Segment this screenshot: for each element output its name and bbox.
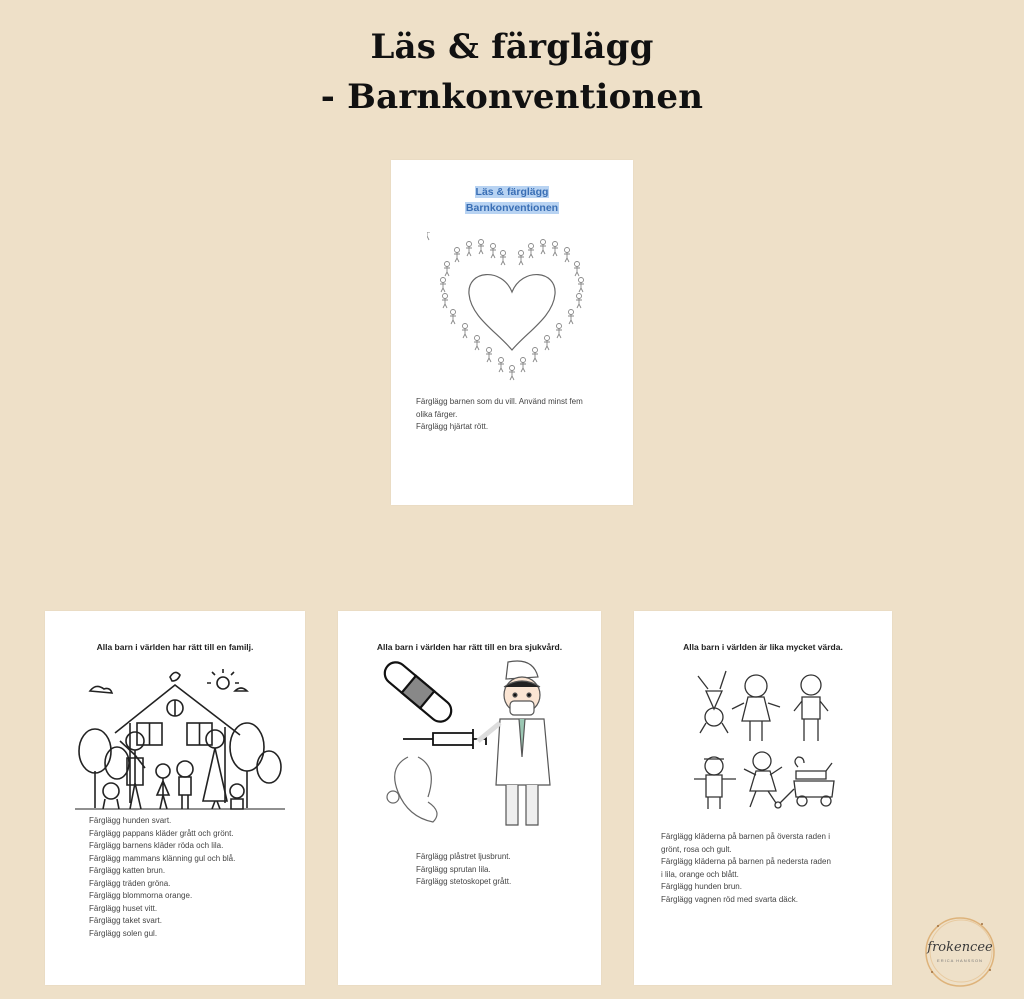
healthcare-page-preview[interactable] [338,611,601,985]
instruction-line: Färglägg katten brun. [89,866,166,875]
instruction-line: Färglägg plåstret ljusbrunt. [416,852,511,861]
instruction-line: Färglägg kläderna på barnen på nedersta raden [661,857,831,866]
instruction-line: Färglägg kläderna på barnen på översta raden i [661,832,830,841]
page-title [0,22,1024,122]
instruction-line: Färglägg sprutan lila. [416,864,491,874]
instruction-line: Färglägg mammans klänning gul och blå. [89,853,236,863]
family-page-preview[interactable] [45,611,305,985]
cover-title [391,184,633,216]
brand-logo [920,912,1000,992]
doctor-illustration [378,657,568,837]
instruction-line: Färglägg träden gröna. [89,878,171,888]
page-heading: Alla barn i världen är lika mycket värda. [683,642,843,652]
instruction-line: Färglägg hjärtat rött. [416,422,489,431]
equal-value-instructions [661,831,831,906]
logo-text: frokencee [927,940,993,955]
instruction-line: Färglägg hunden svart. [89,816,172,825]
equal-value-page-preview[interactable] [634,611,892,985]
family-instructions [89,815,235,940]
instruction-line: olika färger. [416,409,458,419]
instruction-line: Färglägg vagnen röd med svarta däck. [661,894,798,904]
cover-title-line-2: Barnkonventionen [465,202,559,214]
instruction-line: Färglägg barnens kläder röda och lila. [89,841,224,850]
cover-title-line-1: Läs & färglägg [475,186,549,198]
instruction-line: grönt, rosa och gult. [661,844,732,854]
instruction-line: Färglägg barnen som du vill. Använd minst fem [416,397,583,406]
stick-children-illustration [686,661,846,811]
title-line-1: Läs & färglägg [370,27,654,67]
page-heading: Alla barn i världen har rätt till en bra sjukvård. [376,642,563,652]
title-line-2: - Barnkonventionen [320,77,704,117]
instruction-line: Färglägg solen gul. [89,928,158,938]
instruction-line: Färglägg blommorna orange. [89,891,193,900]
cover-instructions [416,396,583,434]
family-house-illustration [75,663,285,813]
instruction-line: Färglägg hunden brun. [661,882,742,891]
healthcare-instructions [416,851,511,889]
logo-subtext: ERICA HANSSON [937,958,983,963]
instruction-line: i lila, orange och blått. [661,869,739,879]
instruction-line: Färglägg stetoskopet grått. [416,877,512,886]
page-heading: Alla barn i världen har rätt till en familj. [96,642,254,652]
cover-page-preview[interactable] [391,160,633,505]
instruction-line: Färglägg taket svart. [89,916,162,925]
heart-of-children-illustration [427,232,597,382]
instruction-line: Färglägg huset vitt. [89,903,158,913]
instruction-line: Färglägg pappans kläder grått och grönt. [89,828,234,838]
